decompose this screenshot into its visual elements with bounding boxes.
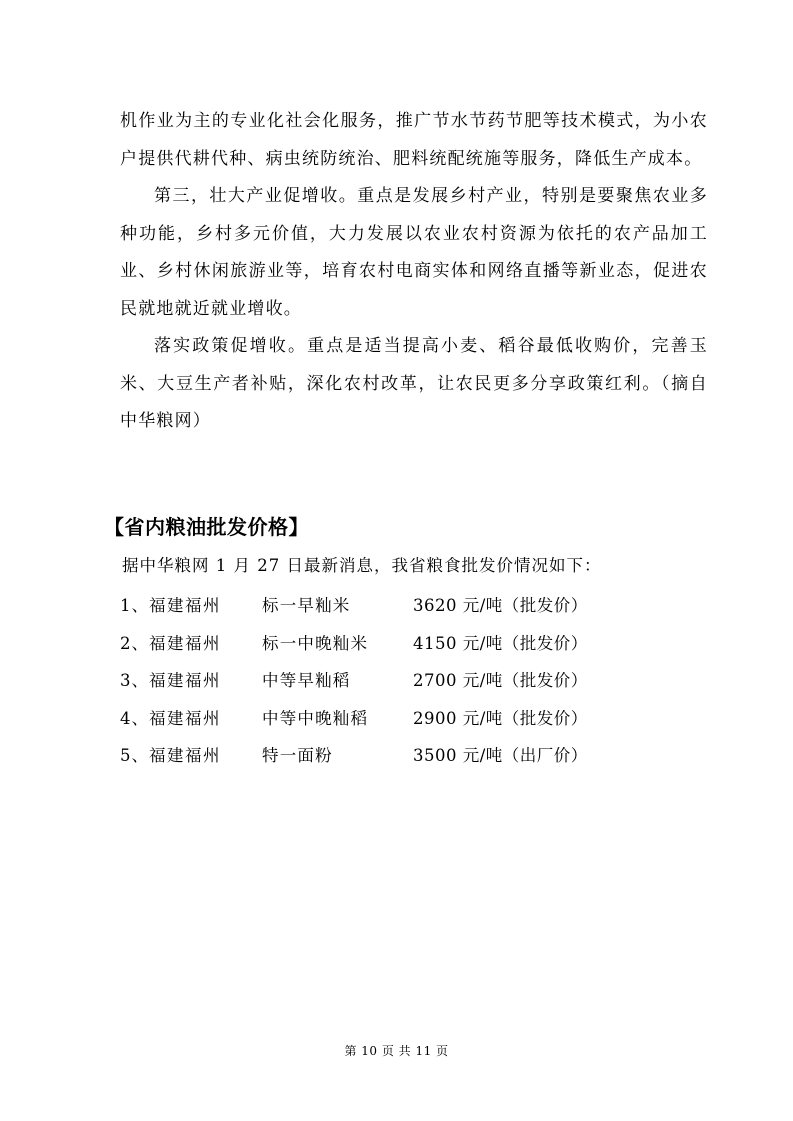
price-index: 4、	[120, 708, 149, 728]
price-index: 2、	[120, 633, 149, 653]
price-location: 福建福州	[149, 633, 221, 653]
price-location: 福建福州	[149, 708, 221, 728]
price-product: 标一早籼米	[262, 596, 351, 615]
price-product: 标一中晚籼米	[262, 633, 369, 653]
price-value: 2700 元/吨（批发价）	[413, 671, 588, 690]
price-value: 3500 元/吨（出厂价）	[413, 746, 588, 765]
section-intro: 据中华粮网 1 月 27 日最新消息，我省粮食批发价情况如下：	[122, 556, 602, 575]
price-location: 福建福州	[149, 671, 221, 690]
article-body	[120, 103, 708, 441]
price-product: 中等中晚籼稻	[262, 708, 369, 728]
price-product: 特一面粉	[262, 746, 333, 765]
section-title-grain-oil-prices: 【省内粮油批发价格】	[104, 515, 309, 539]
price-product: 中等早籼稻	[262, 671, 351, 690]
page-footer: 第 10 页 共 11 页	[344, 1044, 449, 1058]
price-index: 1、	[120, 596, 149, 615]
price-location: 福建福州	[149, 596, 221, 615]
price-value: 4150 元/吨（批发价）	[413, 633, 588, 653]
price-value: 2900 元/吨（批发价）	[413, 708, 588, 728]
paragraph-industry-income: 第三，壮大产业促增收。重点是发展乡村产业，特别是要聚焦农业多种功能，乡村多元价值，大力发展以农业农村资源为依托的农产品加工业、乡村休闲旅游业等，培育农村电商实体和网络直播等新业态，促进农民就地就近就业增收。	[120, 186, 708, 319]
paragraph-services: 机作业为主的专业化社会化服务，推广节水节药节肥等技术模式，为小农户提供代耕代种、病虫统防统治、肥料统配统施等服务，降低生产成本。	[120, 111, 708, 169]
price-value: 3620 元/吨（批发价）	[413, 596, 588, 615]
paragraph-policy-income: 落实政策促增收。重点是适当提高小麦、稻谷最低收购价，完善玉米、大豆生产者补贴，深化农村改革，让农民更多分享政策红利。（摘自中华粮网）	[120, 336, 708, 431]
price-location: 福建福州	[149, 746, 221, 765]
price-index: 3、	[120, 671, 149, 690]
price-index: 5、	[120, 746, 149, 765]
